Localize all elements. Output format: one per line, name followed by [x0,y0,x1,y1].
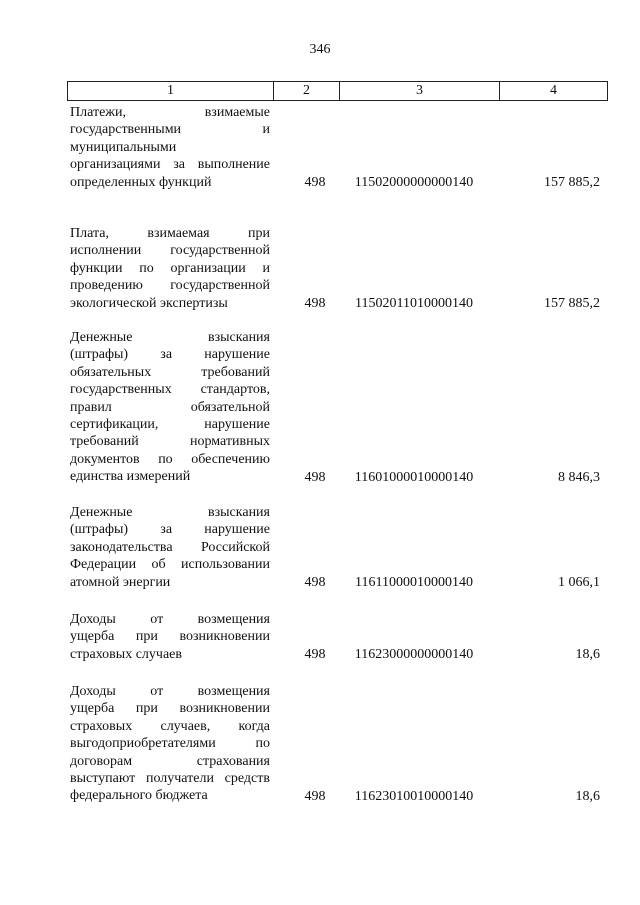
budget-classification-code: 11502000000000140 [354,174,474,190]
table-row [70,104,610,191]
table-row [70,504,610,591]
row-description [70,329,270,486]
description-line: государственных стандартов, [70,382,270,398]
description-line: Доходы от возмещения [70,612,270,627]
budget-classification-code: 11611000010000140 [355,574,473,590]
column-header-2: 2 [274,82,340,100]
amount-value: 8 846,3 [558,469,600,485]
description-line: атомной энергии [70,574,171,590]
page-number: 346 [309,42,331,57]
description-line: муниципальными [70,139,177,155]
amount-value: 18,6 [575,788,600,804]
description-line: страховых случаев [70,646,182,662]
description-line: государственными и [70,122,270,138]
admin-code: 498 [304,788,326,804]
admin-code: 498 [304,174,326,190]
admin-code: 498 [304,469,326,485]
budget-classification-code: 11623000000000140 [354,646,474,662]
amount-value: 157 885,2 [544,174,600,190]
amount-value: 1 066,1 [558,574,600,590]
description-line: правил обязательной [70,399,270,415]
description-line: Федерации об использовании [70,557,270,573]
description-line: (штрафы) за нарушение [70,522,270,538]
description-line: организациями за выполнение [70,157,270,173]
description-line: (штрафы) за нарушение [70,347,270,363]
description-line: документов по обеспечению [70,451,270,467]
row-description [70,683,270,805]
description-line: страховых случаев, когда [70,718,270,734]
description-line: Плата, взимаемая при [70,226,270,241]
column-header-3: 3 [340,82,500,100]
description-line: Платежи, взимаемые [70,105,270,120]
table-row [70,329,610,486]
description-line: Доходы от возмещения [70,684,270,699]
amount-value: 18,6 [575,646,600,662]
budget-classification-code: 11601000010000140 [354,469,474,485]
column-header-1: 1 [68,82,274,100]
description-line: обязательных требований [70,364,270,380]
description-line: определенных функций [70,174,212,190]
column-header-4: 4 [550,83,557,98]
row-description [70,104,270,191]
description-line: федерального бюджета [70,788,208,804]
description-line: ущерба при возникновении [70,629,270,645]
description-line: выгодоприобретателями по [70,736,270,752]
table-row [70,611,610,663]
admin-code: 498 [304,574,326,590]
description-line: экологической экспертизы [70,295,228,311]
amount-value: 157 885,2 [544,295,600,311]
description-line: требований нормативных [70,434,270,450]
description-line: законодательства Российской [70,539,270,555]
description-line: ущерба при возникновении [70,701,270,717]
description-line: договорам страхования [70,753,270,769]
description-line: исполнении государственной [70,243,270,259]
budget-classification-code: 11623010010000140 [354,788,474,804]
description-line: сертификации, нарушение [70,417,270,433]
row-description [70,504,270,591]
row-description [70,225,270,312]
table-row [70,683,610,805]
row-description [70,611,270,663]
description-line: единства измерений [70,469,191,485]
description-line: функции по организации и [70,260,270,276]
description-line: Денежные взыскания [70,505,270,520]
admin-code: 498 [304,295,326,311]
description-line: выступают получатели средств [70,771,270,787]
admin-code: 498 [304,646,326,662]
description-line: проведению государственной [70,278,270,294]
budget-classification-code: 11502011010000140 [355,295,473,311]
table-row [70,225,610,312]
description-line: Денежные взыскания [70,330,270,345]
table-header [67,81,608,101]
